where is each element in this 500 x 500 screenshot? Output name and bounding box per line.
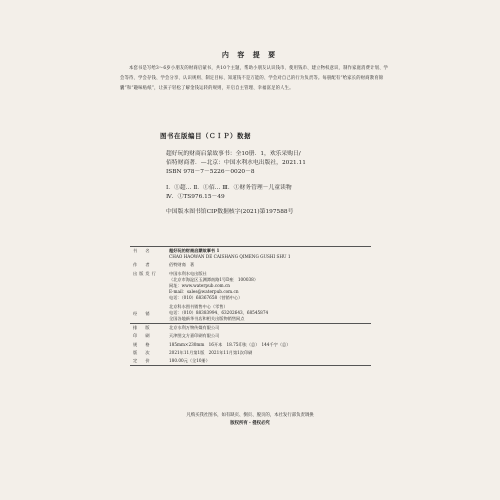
cip-line: Ⅰ．①超… Ⅱ．①佰… Ⅲ．①财务管理－儿童读物 — [166, 185, 292, 191]
info-label: 印 刷 — [133, 333, 152, 339]
info-label: 出版发行 — [133, 270, 158, 276]
publisher-line: E-mail：sales@waterpub.com.cn — [169, 289, 239, 295]
info-row-print — [130, 332, 371, 340]
summary-title: 内 容 提 要 — [221, 50, 279, 59]
info-row-price — [130, 357, 371, 366]
info-row-author — [130, 261, 371, 269]
info-label: 作 者 — [133, 262, 152, 268]
publisher-line: 中国水利水电出版社 — [169, 270, 207, 276]
price: 180.00元（全10册） — [166, 357, 371, 366]
info-label: 版 次 — [133, 349, 152, 355]
info-row-spec — [130, 341, 371, 349]
cip-line: 中国版本图书馆CIP数据核字(2021)第197588号 — [166, 209, 294, 215]
publisher-line: 网址：www.waterpub.com.cn — [169, 283, 230, 289]
info-value — [166, 247, 371, 262]
cip-line: 佰特财商著．—北京：中国水利水电出版社，2021.11 — [166, 160, 306, 166]
info-row-typeset — [130, 324, 371, 333]
info-label: 经 销 — [130, 303, 166, 324]
info-row-publisher — [130, 270, 371, 303]
info-row-book-name — [130, 247, 371, 262]
typeset: 北京水利万物传媒有限公司 — [169, 325, 220, 331]
publisher-line: （北京市海淀区玉渊潭南路1号D座 100038） — [169, 276, 259, 282]
print: 天津图文方嘉印刷有限公司 — [169, 333, 220, 339]
info-label: 规 格 — [133, 341, 152, 347]
distributor-line: 电话：（010）88383994、63202643、68545874 — [169, 309, 269, 315]
spec: 185mm×230mm 16开本 18.75印张（总） 144千字（总） — [169, 341, 291, 347]
edition: 2021年11月第1版 2021年11月第1次印刷 — [169, 349, 253, 355]
rights-notice: 版权所有・侵权必究 — [230, 421, 270, 426]
cip-line: 超好玩的财商启蒙故事书：全10册．1，欢乐采购日/ — [166, 151, 301, 157]
distributor-line: 全国各地新华书店和相关出版物销售网点 — [169, 316, 245, 322]
publisher-line: 电话：（010）68367658（营销中心） — [169, 295, 243, 301]
info-value — [166, 303, 371, 324]
distributor-line: 北京科水图书销售中心（零售） — [169, 303, 228, 309]
info-row-distributor — [130, 303, 371, 324]
cip-line: ISBN 978－7－5226－0020－8 — [166, 169, 255, 175]
publication-info-table — [130, 246, 371, 366]
info-label: 定 价 — [130, 357, 166, 366]
cip-line: Ⅳ．①TS976.15－49 — [166, 194, 225, 200]
book-name: 超好玩的财商启蒙故事书 1 — [169, 248, 220, 253]
info-label: 排 版 — [133, 325, 152, 331]
info-label: 书 名 — [130, 247, 166, 262]
summary-body: 本套书是写给3～6岁小朋友的财商启蒙书，共10个主题，帮助小朋友认识钱币、使用钱币、建立物权意识、制作家庭消费计划、学会等待、学会存钱、学会分享、认识规则、制定目标、知道钱不是万能的、学会对自己的行为负责等。每册配有“给家长的财商教育锦囊”和“趣味贴纸”，让孩子轻松了解金钱运转的规则，开启自主管理、幸福富足的人生。 — [120, 66, 389, 91]
cip-heading: 图书在版编目（ＣＩＰ）数据 — [160, 132, 251, 140]
author: 佰特财商 著 — [169, 262, 195, 268]
info-value — [166, 270, 371, 303]
return-notice: 凡购买我社图书，如有缺页、倒页、脱页的，本社发行部负责调换 — [186, 413, 314, 418]
info-row-edition — [130, 349, 371, 357]
book-pinyin: CHAO HAOWAN DE CAISHANG QIMENG GUSHI SHU 1 — [169, 254, 291, 260]
